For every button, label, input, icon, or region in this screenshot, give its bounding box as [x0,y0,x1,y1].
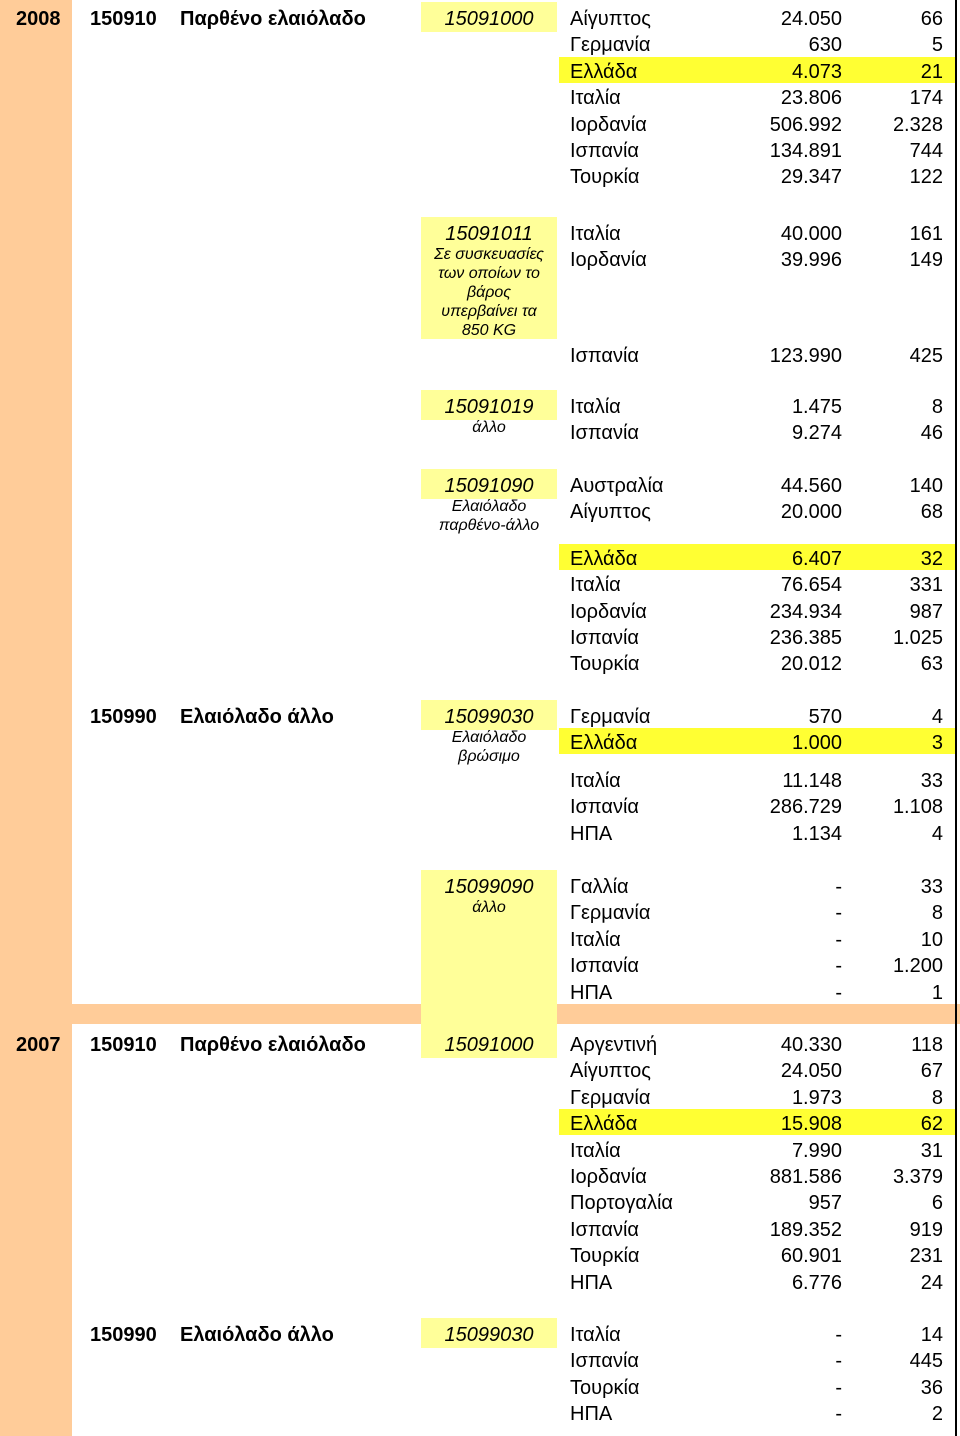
value-cell: 286.729 [769,796,842,819]
country-name: ΗΠΑ [570,981,613,1004]
product-code: 150990 [90,1324,157,1346]
country-name: Αίγυπτος [570,8,651,30]
quantity-cell: 8 [931,1086,943,1109]
quantity-cell: 122 [909,166,943,189]
tariff-description: άλλο [472,419,506,436]
country-name: ΗΠΑ [570,1271,613,1294]
quantity-cell: 36 [920,1376,943,1399]
country-name: Τουρκία [570,653,640,676]
value-cell: 236.385 [769,627,842,649]
value-cell: 24.050 [780,8,842,30]
quantity-cell: 744 [909,140,943,162]
value-cell: - [835,928,842,951]
quantity-cell: 63 [920,653,943,676]
country-name: Ισπανία [570,140,639,162]
year-label: 2007 [16,1034,61,1056]
value-cell: 44.560 [780,475,842,497]
quantity-cell: 174 [909,87,943,110]
country-name: Ισπανία [570,627,639,649]
country-name: Ιταλία [570,223,621,245]
country-name: Γερμανία [570,902,651,925]
value-cell: - [835,902,842,925]
quantity-cell: 33 [920,769,943,792]
value-cell: 40.000 [780,223,842,245]
value-cell: 76.654 [780,574,842,597]
country-name: Γερμανία [570,1086,651,1109]
value-cell: 189.352 [769,1218,842,1241]
quantity-cell: 66 [920,8,943,30]
tariff-description: Ελαιόλαδο βρώσιμο [451,729,527,765]
value-cell: 957 [808,1192,842,1215]
country-name: Ιταλία [570,574,621,597]
country-name: Πορτογαλία [570,1192,673,1215]
country-name: Ισπανία [570,796,639,819]
value-cell: 60.901 [780,1245,842,1268]
country-name: Ιταλία [570,769,621,792]
country-name: Ελλάδα [570,60,638,83]
quantity-cell: 987 [909,600,943,623]
product-name: Παρθένο ελαιόλαδο [180,8,366,30]
country-name: Ισπανία [570,422,639,445]
quantity-cell: 32 [920,547,943,570]
product-name: Ελαιόλαδο άλλο [180,1324,334,1346]
country-name: Αίγυπτος [570,501,651,524]
value-cell: 630 [808,34,842,57]
quantity-cell: 919 [909,1218,943,1241]
quantity-cell: 161 [909,223,943,245]
quantity-cell: 4 [931,706,943,728]
country-name: Ελλάδα [570,1113,638,1136]
quantity-cell: 1.200 [892,955,943,978]
country-name: Γερμανία [570,34,651,57]
quantity-cell: 8 [931,902,943,925]
quantity-cell: 2.328 [892,113,943,136]
country-name: Γερμανία [570,706,651,728]
country-name: Ελλάδα [570,547,638,570]
tariff-code: 15091011 [445,223,533,245]
country-name: Αυστραλία [570,475,664,497]
quantity-cell: 33 [920,876,943,898]
value-cell: 234.934 [769,600,842,623]
value-cell: - [835,1403,842,1426]
value-cell: 20.012 [780,653,842,676]
country-name: Αργεντινή [570,1034,658,1056]
country-name: Τουρκία [570,1245,640,1268]
country-name: Ελλάδα [570,732,638,755]
country-name: Ιορδανία [570,113,647,136]
quantity-cell: 1 [931,981,943,1004]
country-name: Ιταλία [570,396,621,418]
country-name: Ισπανία [570,955,639,978]
value-cell: 6.407 [791,547,842,570]
quantity-cell: 3 [931,732,943,755]
quantity-cell: 331 [909,574,943,597]
value-cell: 9.274 [791,422,842,445]
value-cell: 20.000 [780,501,842,524]
tariff-code: 15091019 [444,396,534,418]
quantity-cell: 31 [920,1139,943,1162]
country-name: Τουρκία [570,1376,640,1399]
tariff-code: 15091000 [444,1034,534,1056]
value-cell: 1.475 [791,396,842,418]
year-column-fill [0,0,72,1436]
value-cell: 15.908 [780,1113,842,1136]
product-name: Παρθένο ελαιόλαδο [180,1034,366,1056]
value-cell: 123.990 [769,344,842,367]
quantity-cell: 46 [920,422,943,445]
value-cell: 570 [808,706,842,728]
value-cell: 7.990 [791,1139,842,1162]
value-cell: - [835,876,842,898]
country-name: Ισπανία [570,1218,639,1241]
product-name: Ελαιόλαδο άλλο [180,706,334,728]
country-name: Γαλλία [570,876,629,898]
quantity-cell: 445 [909,1350,943,1373]
quantity-cell: 10 [920,928,943,951]
quantity-cell: 2 [931,1403,943,1426]
value-cell: - [835,981,842,1004]
value-cell: 4.073 [791,60,842,83]
tariff-code: 15091090 [444,475,534,497]
right-border [955,0,957,1436]
tariff-code: 15099030 [444,1324,534,1346]
quantity-cell: 231 [909,1245,943,1268]
value-cell: 39.996 [780,249,842,272]
quantity-cell: 21 [920,60,943,83]
tariff-code: 15099030 [444,706,534,728]
quantity-cell: 1.025 [892,627,943,649]
value-cell: 24.050 [780,1060,842,1083]
quantity-cell: 62 [920,1113,943,1136]
country-name: Ιορδανία [570,600,647,623]
quantity-cell: 68 [920,501,943,524]
value-cell: 881.586 [769,1166,842,1188]
country-name: Ιταλία [570,1139,621,1162]
value-cell: 1.134 [791,822,842,845]
product-code: 150990 [90,706,157,728]
year-label: 2008 [16,8,61,30]
tariff-code: 15099090 [444,876,534,898]
value-cell: - [835,1350,842,1373]
country-name: Ιταλία [570,87,621,110]
country-name: Αίγυπτος [570,1060,651,1083]
tariff-description: Σε συσκευασίες των οποίων το βάρος υπερβαίνει τα 850 KG [434,246,544,339]
value-cell: 1.973 [791,1086,842,1109]
value-cell: 23.806 [780,87,842,110]
quantity-cell: 149 [909,249,943,272]
product-code: 150910 [90,8,157,30]
quantity-cell: 1.108 [892,796,943,819]
value-cell: - [835,955,842,978]
value-cell: 1.000 [791,732,842,755]
quantity-cell: 67 [920,1060,943,1083]
value-cell: - [835,1376,842,1399]
country-name: Τουρκία [570,166,640,189]
quantity-cell: 6 [931,1192,943,1215]
quantity-cell: 140 [909,475,943,497]
quantity-cell: 14 [920,1324,943,1346]
country-name: Ιορδανία [570,249,647,272]
value-cell: 11.148 [782,769,842,792]
quantity-cell: 5 [931,34,943,57]
value-cell: 40.330 [780,1034,842,1056]
quantity-cell: 3.379 [892,1166,943,1188]
value-cell: 134.891 [769,140,842,162]
country-name: Ισπανία [570,1350,639,1373]
product-code: 150910 [90,1034,157,1056]
tariff-description: άλλο [472,899,506,916]
tariff-description: Ελαιόλαδο παρθένο-άλλο [438,498,540,534]
quantity-cell: 118 [911,1034,943,1056]
country-name: Ιταλία [570,928,621,951]
country-name: Ισπανία [570,344,639,367]
country-name: Ιορδανία [570,1166,647,1188]
country-name: Ιταλία [570,1324,621,1346]
country-name: ΗΠΑ [570,1403,613,1426]
value-cell: 6.776 [791,1271,842,1294]
country-name: ΗΠΑ [570,822,613,845]
tariff-code: 15091000 [444,8,534,30]
quantity-cell: 24 [920,1271,943,1294]
value-cell: 29.347 [780,166,842,189]
quantity-cell: 425 [909,344,943,367]
value-cell: - [835,1324,842,1346]
quantity-cell: 8 [931,396,943,418]
value-cell: 506.992 [769,113,842,136]
quantity-cell: 4 [931,822,943,845]
